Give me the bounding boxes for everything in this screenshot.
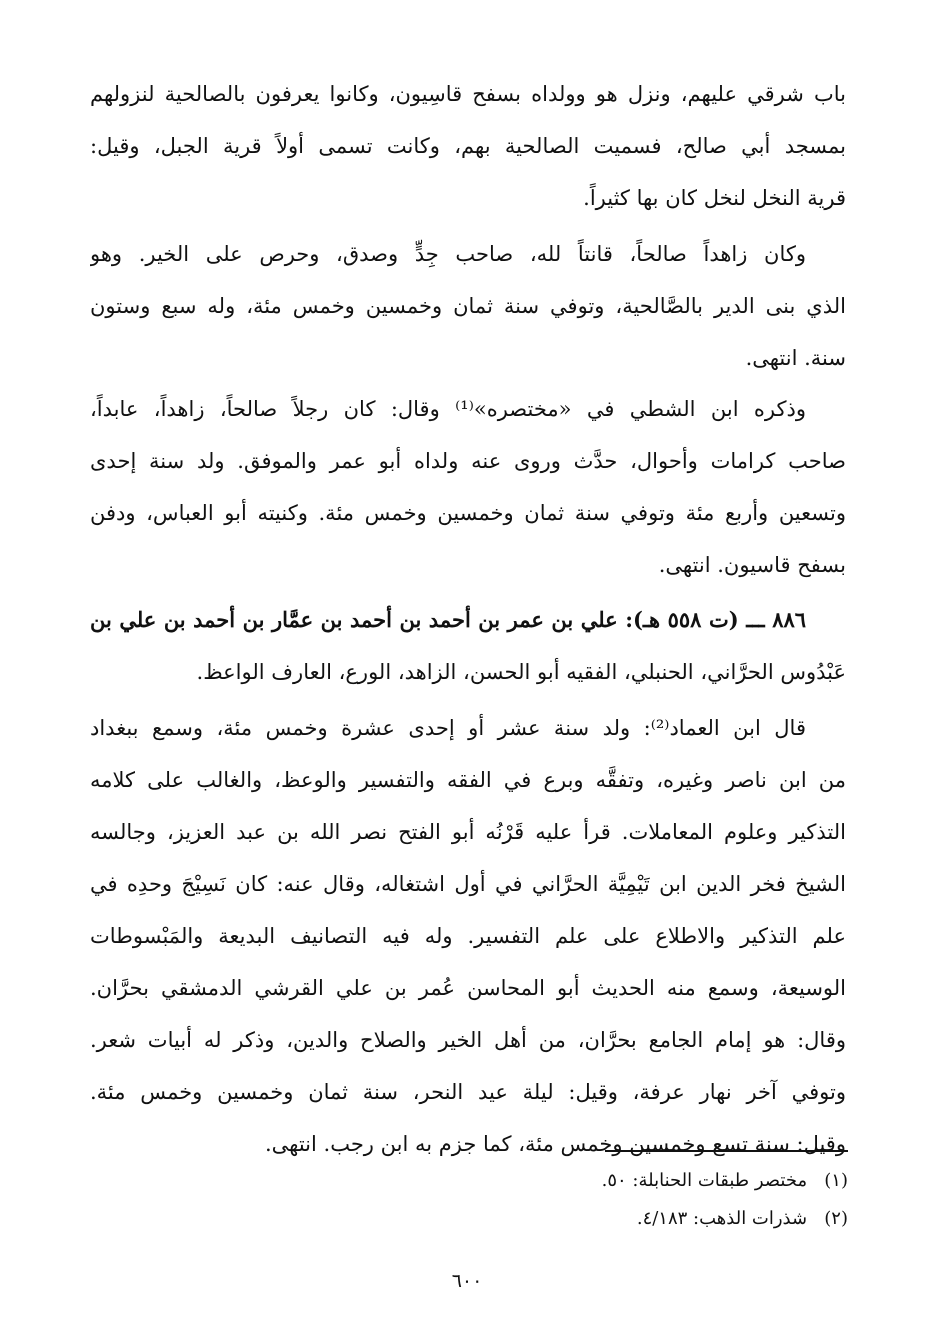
text-line: سنة. انتهى. xyxy=(745,346,846,370)
text-line: قال ابن العماد⁽²⁾: ولد سنة عشر أو إحدى عشرة وخمس مئة، وسمع ببغداد xyxy=(90,716,806,740)
entry-heading: (ت ٥٥٨ هـ): علي بن عمر بن أحمد بن أحمد بن عمَّار بن أحمد بن علي بن xyxy=(90,607,739,632)
text-line: بسفح قاسيون. انتهى. xyxy=(658,553,846,577)
paragraph-5 xyxy=(90,702,846,1170)
text-line: وتوفي آخر نهار عرفة، وقيل: ليلة عيد النحر، سنة ثمان وخمسين وخمس مئة. xyxy=(90,1080,846,1104)
text-line: التذكير وعلوم المعاملات. قرأ عليه قَرْنُه أبو الفتح نصر الله بن عبد العزيز، وجالسه xyxy=(90,820,846,844)
text-line: الشيخ فخر الدين ابن تَيْمِيَّة الحرَّاني في أول اشتغاله، وقال عنه: كان نَسِيْجَ وحدِه في xyxy=(90,872,846,896)
entry-886 xyxy=(90,594,846,698)
paragraph-3 xyxy=(90,383,846,591)
entry-heading-line xyxy=(90,594,846,646)
paragraph-1 xyxy=(90,68,846,224)
footnote-separator xyxy=(605,1150,848,1152)
footnote-text: مختصر طبقات الحنابلة: ٥٠. xyxy=(601,1170,808,1191)
text-line: وقيل: سنة تسع وخمسين وخمس مئة، كما جزم به ابن رجب. انتهى. xyxy=(264,1132,846,1156)
text-line: قرية النخل لنخل كان بها كثيراً. xyxy=(583,186,846,210)
footnote-1 xyxy=(300,1162,848,1200)
footnotes xyxy=(300,1162,848,1238)
page-number: ٦٠٠ xyxy=(451,1270,483,1292)
text-line: وقال: هو إمام الجامع بحرَّان، من أهل الخير والصلاح والدين، وذكر له أبيات شعر. xyxy=(90,1028,846,1052)
text-line: وذكره ابن الشطي في «مختصره»⁽¹⁾ وقال: كان رجلاً صالحاً، زاهداً، عابداً، xyxy=(90,397,807,421)
text-line: باب شرقي عليهم، ونزل هو وولداه بسفح قاسِيون، وكانوا يعرفون بالصالحية لنزولهم xyxy=(90,82,846,106)
footnote-2 xyxy=(300,1200,848,1238)
footnote-marker: (١) xyxy=(824,1170,848,1191)
paragraph-2 xyxy=(90,228,846,384)
entry-dash: ـــ xyxy=(746,607,765,632)
text-line: من ابن ناصر وغيره، وتفقَّه وبرع في الفقه والتفسير والوعظ، والغالب على كلامه xyxy=(90,768,846,792)
footnote-marker: (٢) xyxy=(824,1208,848,1229)
text-line: عَبْدُوس الحرَّاني، الحنبلي، الفقيه أبو الحسن، الزاهد، الورع، العارف الواعظ. xyxy=(196,660,846,684)
text-line: وتسعين وأربع مئة وتوفي سنة ثمان وخمسين وخمس مئة. وكنيته أبو العباس، ودفن xyxy=(90,501,846,525)
text-line: الذي بنى الدير بالصَّالحية، وتوفي سنة ثمان وخمسين وخمس مئة، وله سبع وستون xyxy=(90,294,846,318)
text-line: بمسجد أبي صالح، فسميت الصالحية بهم، وكانت تسمى أولاً قرية الجبل، وقيل: xyxy=(90,134,846,158)
text-line: وكان زاهداً صالحاً، قانتاً لله، صاحب جِدٍّ وصدق، وحرص على الخير. وهو xyxy=(90,242,806,266)
entry-number: ٨٨٦ xyxy=(772,607,807,632)
text-line: الوسيعة، وسمع منه الحديث أبو المحاسن عُمر بن علي القرشي الدمشقي بحرَّان. xyxy=(90,976,846,1000)
text-line: علم التذكير والاطلاع على علم التفسير. وله فيه التصانيف البديعة والمَبْسوطات xyxy=(90,924,846,948)
text-line: صاحب كرامات وأحوال، حدَّث وروى عنه ولداه أبو عمر والموفق. ولد سنة إحدى xyxy=(90,449,846,473)
footnote-text: شذرات الذهب: ٤/١٨٣. xyxy=(636,1208,808,1229)
